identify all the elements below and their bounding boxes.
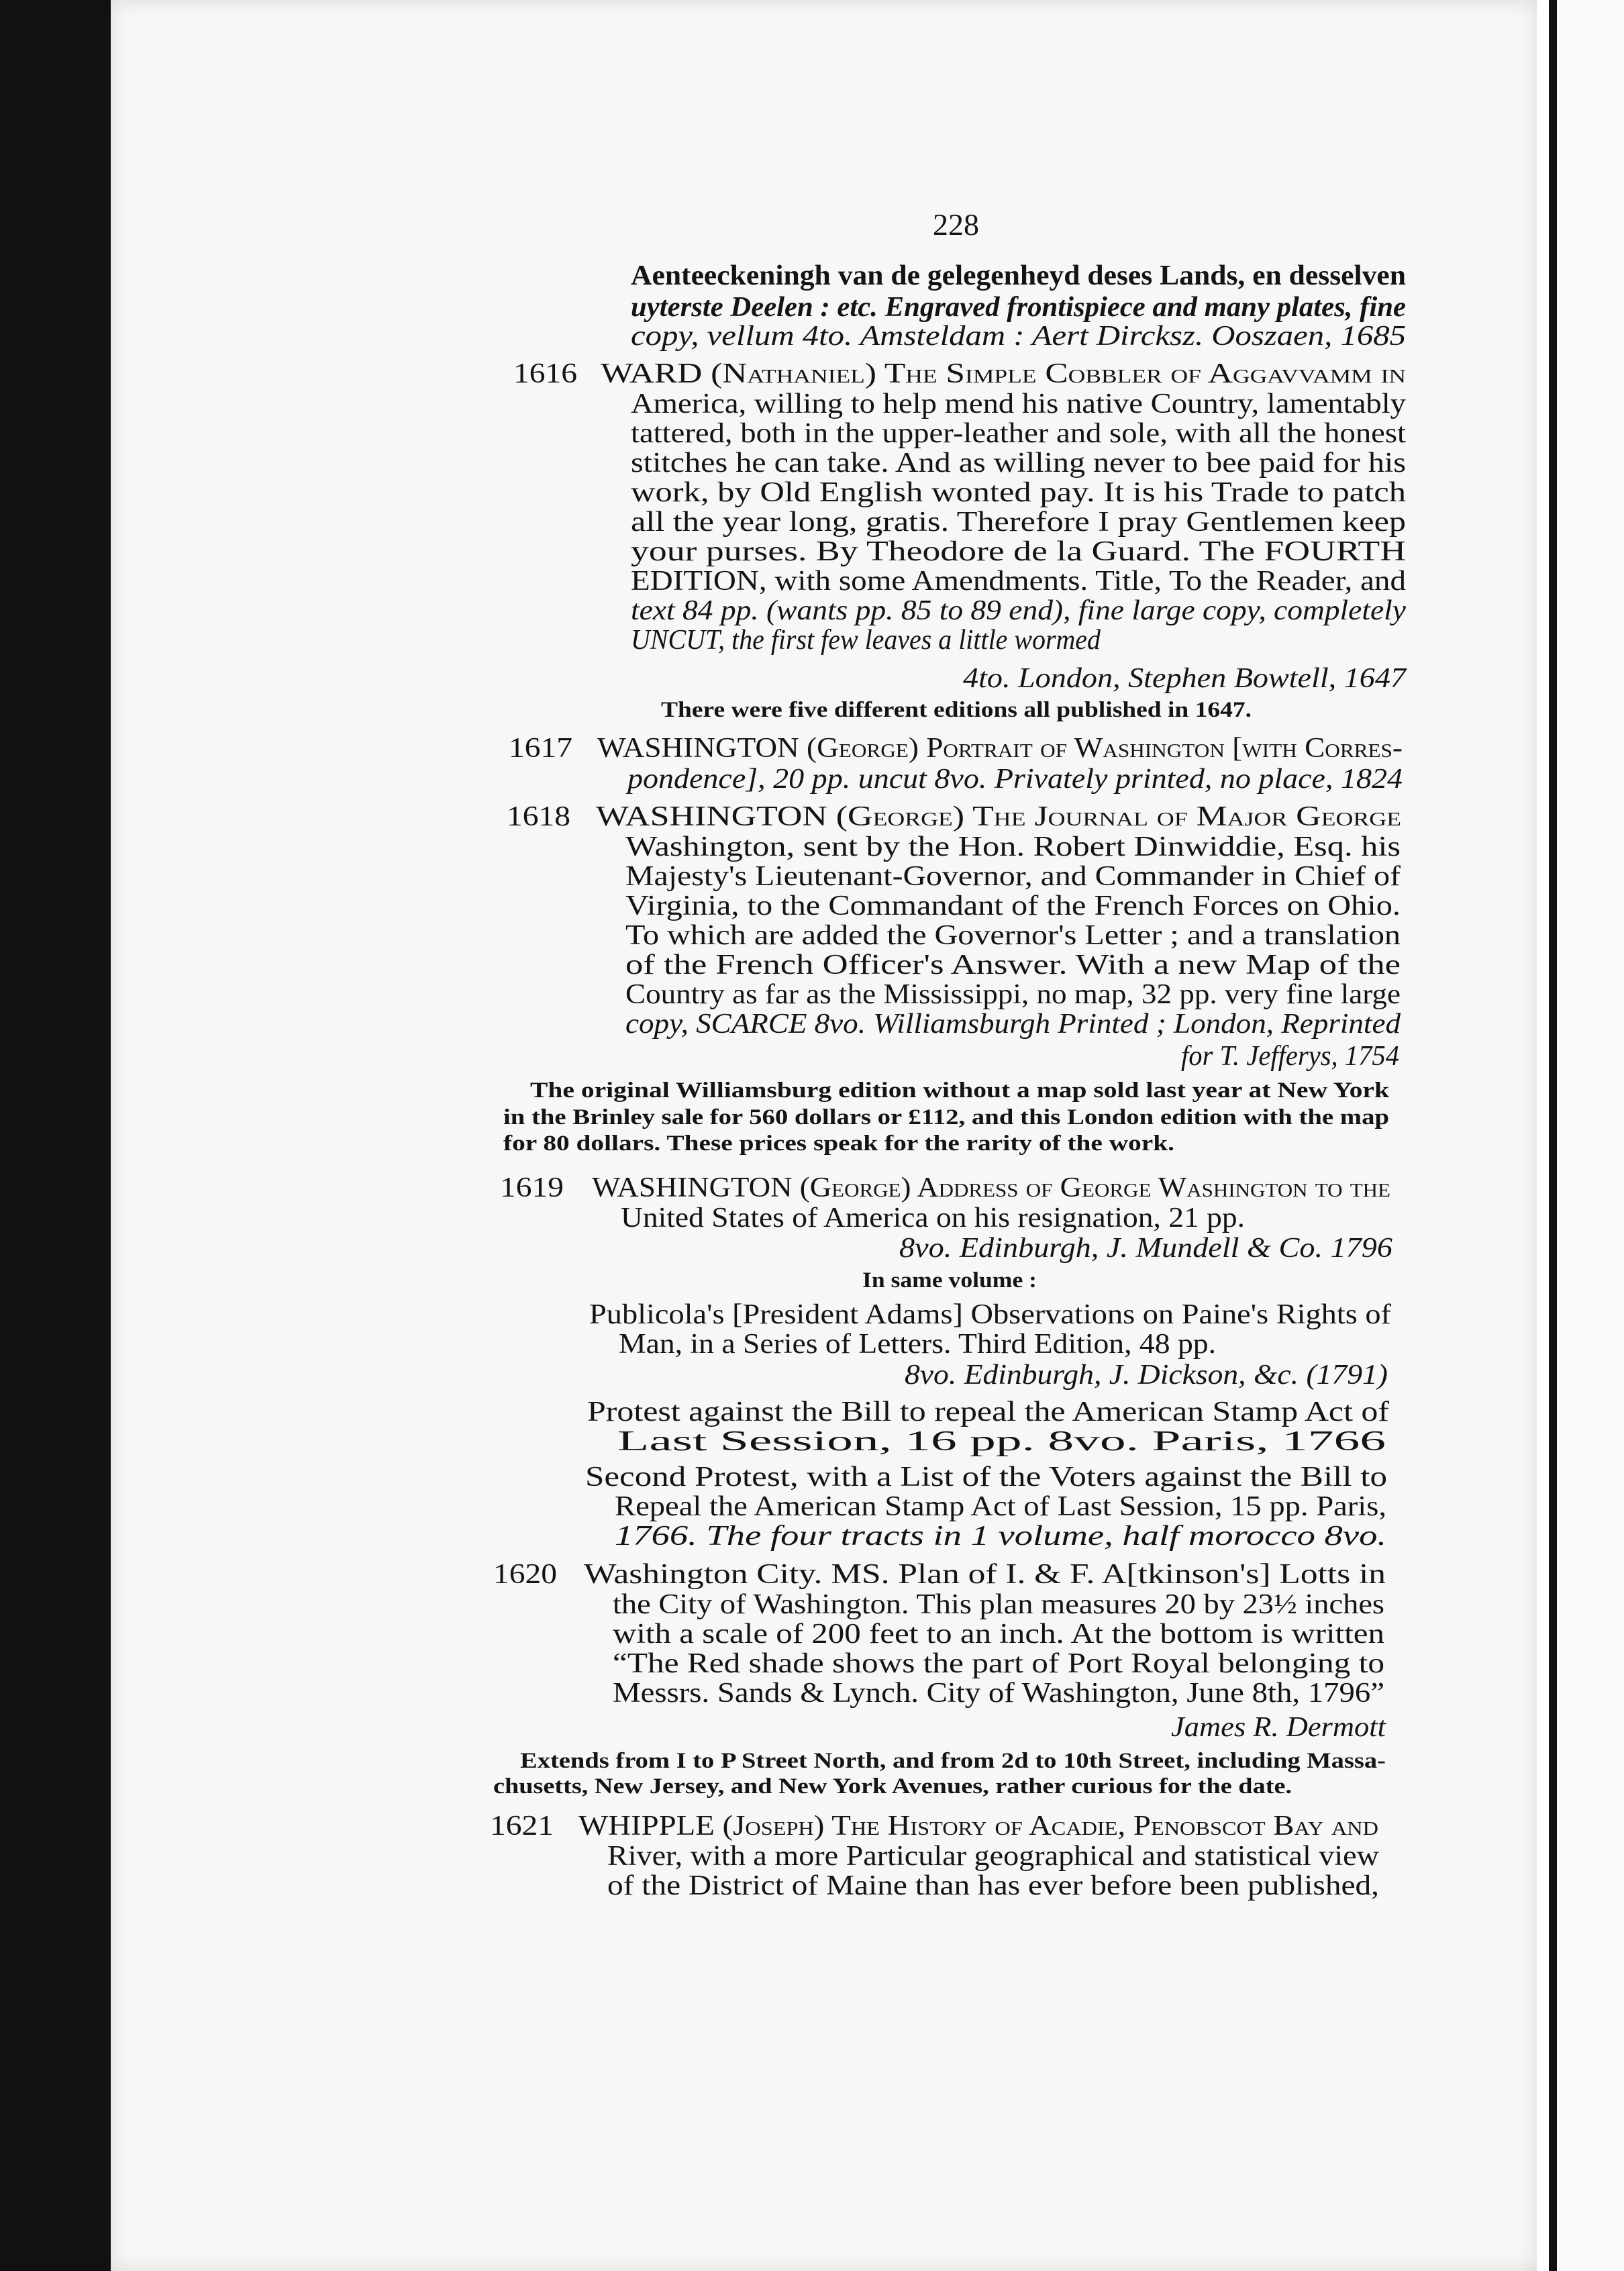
text-line: of the French Officer's Answer. With a new Map of the — [625, 950, 1401, 980]
text-line: The original Williamsburg edition without a map sold last year at New York — [530, 1078, 1389, 1103]
text-line: 1621 — [490, 1811, 554, 1841]
text-line: Man, in a Series of Letters. Third Edition, 48 pp. — [619, 1329, 1216, 1360]
text-line: UNCUT, the first few leaves a little wormed — [631, 625, 1101, 656]
text-line: Last Session, 16 pp. 8vo. Paris, 1766 — [617, 1426, 1386, 1457]
text-line: WARD (Nathaniel) The Simple Cobbler of Aggavvamm in — [601, 358, 1406, 389]
text-line: Washington, sent by the Hon. Robert Dinwiddie, Esq. his — [625, 831, 1401, 862]
text-line: United States of America on his resignation, 21 pp. — [621, 1203, 1245, 1233]
text-line: Second Protest, with a List of the Voters against the Bill to — [585, 1462, 1387, 1493]
text-line: Country as far as the Mississippi, no map, 32 pp. very fine large — [625, 979, 1401, 1010]
text-line: “The Red shade shows the part of Port Royal belonging to — [613, 1648, 1384, 1679]
text-line: with a scale of 200 feet to an inch. At the bottom is written — [613, 1619, 1384, 1650]
text-line: tattered, both in the upper-leather and sole, with all the honest — [631, 418, 1406, 449]
text-line: Extends from I to P Street North, and from 2d to 10th Street, including Massa- — [520, 1749, 1386, 1773]
text-line: 8vo. Edinburgh, J. Dickson, &c. (1791) — [905, 1360, 1388, 1391]
text-line: Repeal the American Stamp Act of Last Session, 15 pp. Paris, — [615, 1491, 1386, 1522]
text-line: WASHINGTON (George) The Journal of Major George — [596, 801, 1401, 832]
text-line: River, with a more Particular geographical and statistical view — [607, 1841, 1379, 1872]
text-line: pondence], 20 pp. uncut 8vo. Privately printed, no place, 1824 — [627, 764, 1403, 795]
text-line: chusetts, New Jersey, and New York Avenues, rather curious for the date. — [493, 1774, 1292, 1799]
text-line: There were five different editions all published in 1647. — [661, 698, 1252, 722]
text-line: 1618 — [507, 801, 570, 832]
text-line: James R. Dermott — [1171, 1712, 1386, 1743]
text-line: work, by Old English wonted pay. It is his Trade to patch — [631, 477, 1406, 508]
text-line: 8vo. Edinburgh, J. Mundell & Co. 1796 — [899, 1233, 1392, 1264]
text-line: of the District of Maine than has ever before been published, — [607, 1870, 1379, 1901]
text-line: 1616 — [513, 358, 577, 389]
text-line: EDITION, with some Amendments. Title, To the Reader, and — [631, 566, 1406, 597]
text-line: text 84 pp. (wants pp. 85 to 89 end), fine large copy, completely — [631, 595, 1406, 626]
text-line: 4to. London, Stephen Bowtell, 1647 — [963, 663, 1406, 694]
text-line: 1620 — [493, 1559, 557, 1590]
text-line: the City of Washington. This plan measures 20 by 23½ inches — [613, 1589, 1384, 1620]
text-line: 1619 — [500, 1172, 564, 1203]
page-number: 228 — [933, 207, 979, 242]
text-line: Aenteeckeningh van de gelegenheyd deses Lands, en desselven — [631, 260, 1406, 291]
text-line: To which are added the Governor's Letter ; and a translation — [625, 920, 1401, 951]
text-line: America, willing to help mend his native Country, lamentably — [631, 389, 1406, 419]
text-line: 1617 — [509, 733, 572, 764]
text-line: WASHINGTON (George) Portrait of Washington [with Corres- — [597, 733, 1403, 764]
text-line: your purses. By Theodore de la Guard. The FOURTH — [631, 536, 1406, 567]
text-line: stitches he can take. And as willing never to bee paid for his — [631, 448, 1406, 478]
text-line: In same volume : — [862, 1268, 1037, 1293]
text-line: WHIPPLE (Joseph) The History of Acadie, Penobscot Bay and — [578, 1811, 1378, 1841]
text-line: WASHINGTON (George) Address of George Washington to the — [592, 1172, 1390, 1203]
text-line: Protest against the Bill to repeal the American Stamp Act of — [587, 1397, 1389, 1427]
text-line: in the Brinley sale for 560 dollars or £112, and this London edition with the map — [503, 1105, 1389, 1129]
text-line: all the year long, gratis. Therefore I pray Gentlemen keep — [631, 507, 1406, 538]
text-line: copy, vellum 4to. Amsteldam : Aert Dircksz. Ooszaen, 1685 — [631, 321, 1406, 352]
text-line: for 80 dollars. These prices speak for the rarity of the work. — [503, 1131, 1174, 1156]
text-line: Majesty's Lieutenant-Governor, and Commander in Chief of — [625, 861, 1401, 892]
text-line: 1766. The four tracts in 1 volume, half morocco 8vo. — [615, 1521, 1386, 1552]
text-line: uyterste Deelen : etc. Engraved frontispiece and many plates, fine — [631, 292, 1406, 323]
text-line: for T. Jefferys, 1754 — [1181, 1041, 1399, 1072]
text-line: Washington City. MS. Plan of I. & F. A[tkinson's] Lotts in — [584, 1559, 1386, 1590]
text-line: Messrs. Sands & Lynch. City of Washington, June 8th, 1796” — [613, 1678, 1384, 1709]
text-line: Publicola's [President Adams] Observations on Paine's Rights of — [589, 1299, 1391, 1330]
text-line: copy, SCARCE 8vo. Williamsburgh Printed ; London, Reprinted — [625, 1009, 1401, 1040]
text-line: Virginia, to the Commandant of the French Forces on Ohio. — [625, 891, 1401, 921]
